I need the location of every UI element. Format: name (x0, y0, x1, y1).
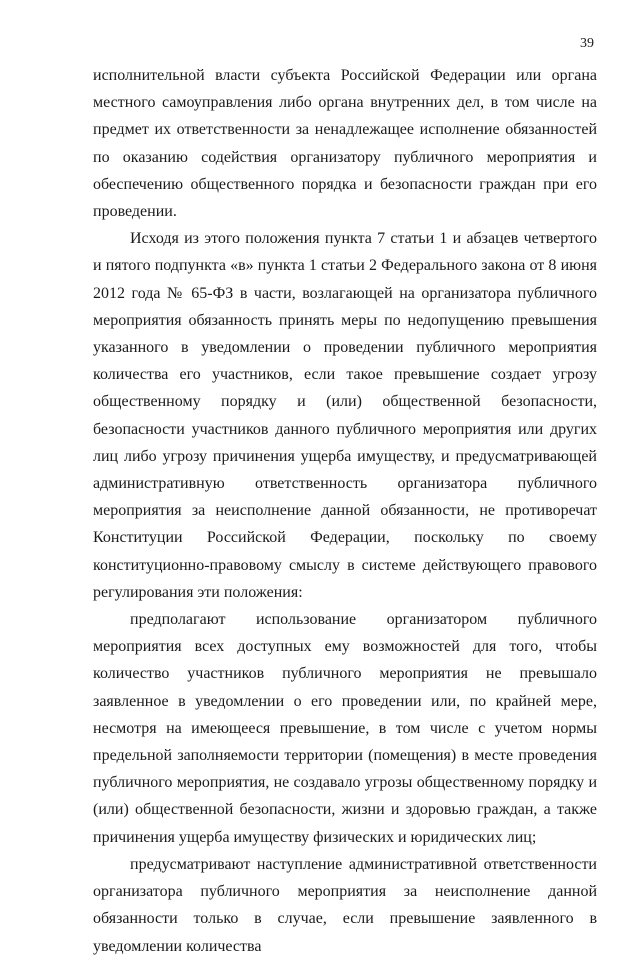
paragraph-provide: предусматривают наступление административной ответственности организатора публичного мероприятия за неисполнение данной обязанности только в случае, если превышение заявленного в уведомлении количества (93, 855, 597, 955)
paragraph-ruling: Исходя из этого положения пункта 7 статьи 1 и абзацев четвертого и пятого подпункта «в» пункта 1 статьи 2 Федерального закона от 8 июня 2012 года № 65-ФЗ в части, возлагающей на организатора публичного мероприятия обязанность принять меры по недопущению превышения указанного в уведомлении о проведении публичного мероприятия количества его участников, если такое превышение создает угрозу общественному порядку и (или) общественной безопасности, безопасности участников данного публичного мероприятия или других лиц либо угрозу причинения ущерба имуществу, и предусматривающей административную ответственность организатора публичного мероприятия за неисполнение данной обязанности, не противоречат Конституции Российской Федерации, поскольку по своему конституционно-правовому смыслу в системе действующего правового регулирования эти положения: (93, 230, 597, 601)
body-text (93, 62, 597, 960)
paragraph-continuation: исполнительной власти субъекта Российской Федерации или органа местного самоуправления либо органа внутренних дел, в том числе на предмет их ответственности за ненадлежащее исполнение обязанностей по оказанию содействия организатору публичного мероприятия и обеспечению общественного порядка и безопасности граждан при его проведении. (93, 67, 597, 221)
page-number: 39 (580, 36, 594, 51)
paragraph-assume: предполагают использование организатором публичного мероприятия всех доступных ему возможностей для того, чтобы количество участников публичного мероприятия не превышало заявленное в уведомлении о его проведении или, по крайней мере, несмотря на имеющееся превышение, в том числе с учетом нормы предельной заполняемости территории (помещения) в месте проведения публичного мероприятия, не создавало угрозы общественному порядку и (или) общественной безопасности, жизни и здоровью граждан, а также причинения ущерба имуществу физических и юридических лиц; (93, 611, 597, 846)
